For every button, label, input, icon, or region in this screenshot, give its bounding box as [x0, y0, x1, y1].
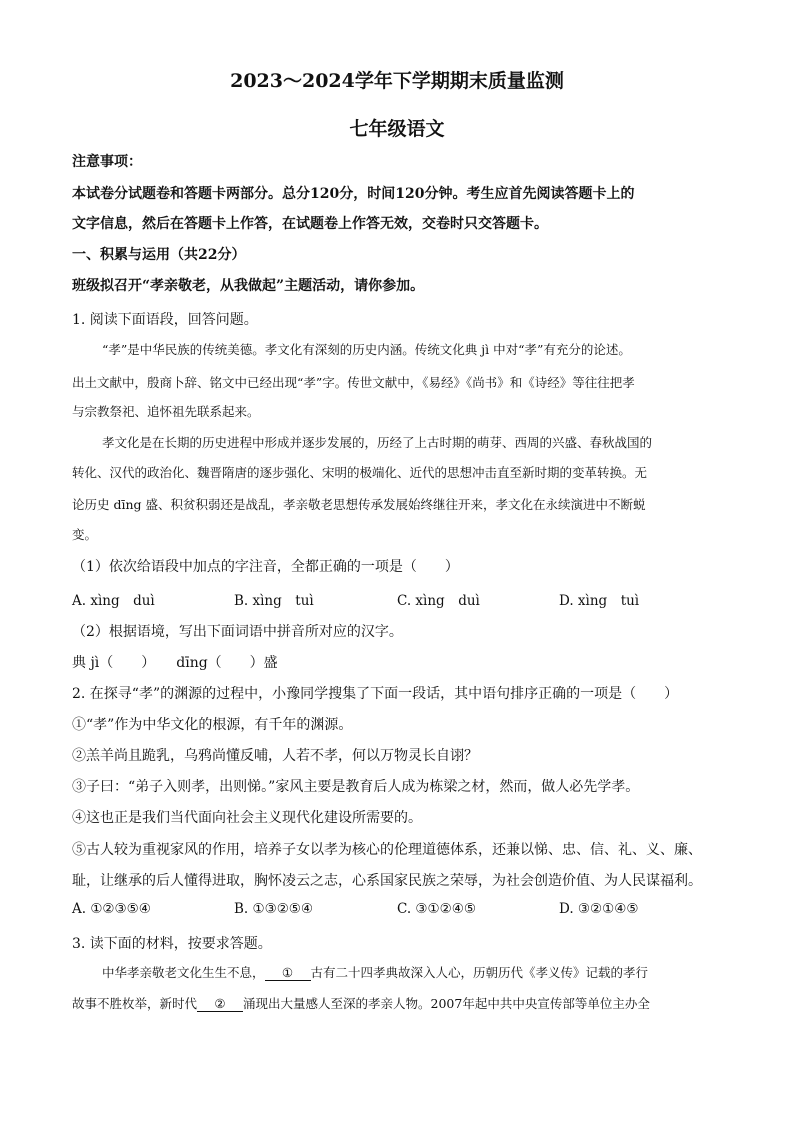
sentence-item: ⑤古人较为重视家风的作用，培养子女以孝为核心的伦理道德体系，还兼以悌、忠、信、礼、义、廉、 — [72, 842, 702, 858]
sentence-item: ③子曰：“弟子入则孝，出则悌。”家风主要是教育后人成为栋梁之材，然而，做人必先学孝。 — [72, 779, 640, 795]
section-intro: 班级拟召开“孝亲敬老，从我做起”主题活动，请你参加。 — [72, 278, 425, 294]
sentence-item: 耻，让继承的后人懂得进取，胸怀凌云之志，心系国家民族之荣辱，为社会创造价值、为人民谋福利。 — [72, 873, 702, 889]
sentence-item: ②羔羊尚且跪乳，乌鸦尚懂反哺，人若不孝，何以万物灵长自诩？ — [72, 748, 478, 764]
question-1-sub-2: （2）根据语境，写出下面词语中拼音所对应的汉字。 — [72, 624, 403, 640]
passage-line: 转化、汉代的政治化、魏晋隋唐的逐步强化、宋明的极端化、近代的思想冲击直至新时期的变革转换。无 — [72, 465, 648, 480]
material-text: 涌现出大量感人至深的孝亲人物。2007年起中共中央宣传部等单位主办全 — [243, 996, 650, 1011]
option-b: B. ①③②⑤④ — [234, 901, 314, 917]
option-c: C. ③①②④⑤ — [397, 901, 476, 917]
blank-1: ① — [265, 965, 311, 981]
passage-line: 与宗教祭祀、追怀祖先联系起来。 — [72, 404, 260, 419]
question-1-sub-1: （1）依次给语段中加点的字注音，全都正确的一项是（ ） — [72, 559, 459, 575]
option-d: D. xìng tuì — [559, 593, 640, 609]
passage-line: 孝文化是在长期的历史进程中形成并逐步发展的，历经了上古时期的萌芽、西周的兴盛、春秋战国的 — [102, 435, 653, 450]
question-3-stem: 3. 读下面的材料，按要求答题。 — [72, 936, 272, 952]
notice-line-1: 本试卷分试题卷和答题卡两部分。总分120分，时间120分钟。考生应首先阅读答题卡上的 — [72, 186, 635, 202]
section-heading: 一、积累与运用（共22分） — [72, 247, 246, 263]
notice-heading: 注意事项： — [72, 154, 142, 170]
material-text: 中华孝亲敬老文化生生不息， — [102, 965, 265, 980]
question-1-sub-2-answer-line: 典 jì（ ） dīng（ ）盛 — [72, 655, 278, 671]
passage-line: “孝”是中华民族的传统美德。孝文化有深刻的历史内涵。传统文化典 jì 中对“孝”有充分的论述。 — [102, 342, 631, 357]
passage-line: 出土文献中，殷商卜辞、铭文中已经出现“孝”字。传世文献中，《易经》《尚书》和《诗经》等往往把孝 — [72, 375, 635, 390]
option-c: C. xìng duì — [397, 593, 480, 609]
notice-line-2: 文字信息，然后在答题卡上作答，在试题卷上作答无效，交卷时只交答题卡。 — [72, 216, 548, 232]
option-d: D. ③②①④⑤ — [559, 901, 639, 917]
question-1-stem: 1. 阅读下面语段，回答问题。 — [72, 312, 258, 328]
passage-line: 变。 — [72, 527, 98, 542]
question-2-stem: 2. 在探寻“孝”的渊源的过程中，小豫同学搜集了下面一段话，其中语句排序正确的一项是（ ） — [72, 686, 679, 702]
material-text: 古有二十四孝典故深入人心，历朝历代《孝义传》记载的孝行 — [310, 965, 649, 980]
blank-2: ② — [197, 996, 243, 1012]
option-a: A. xìng duì — [72, 593, 155, 609]
exam-title: 2023～2024学年下学期期末质量监测 — [230, 70, 564, 92]
material-line-1 — [102, 963, 648, 981]
sentence-item: ④这也正是我们当代面向社会主义现代化建设所需要的。 — [72, 810, 422, 826]
option-a: A. ①②③⑤④ — [72, 901, 151, 917]
sentence-item: ①“孝”作为中华文化的根源，有千年的渊源。 — [72, 717, 353, 733]
option-b: B. xìng tuì — [234, 593, 314, 609]
material-text: 故事不胜枚举，新时代 — [72, 996, 198, 1011]
exam-subtitle: 七年级语文 — [349, 118, 445, 140]
material-line-2 — [72, 994, 650, 1012]
passage-line: 论历史 dīng 盛、积贫积弱还是战乱，孝亲敬老思想传承发展始终继往开来，孝文化在永续演进中不断蜕 — [72, 497, 646, 512]
